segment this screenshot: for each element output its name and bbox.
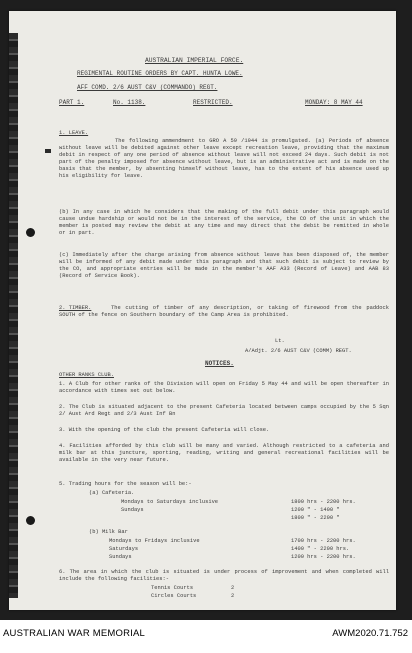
- punch-hole-icon: [26, 516, 35, 525]
- cafeteria-label: (a) Cafeteria.: [89, 490, 135, 496]
- club-heading: OTHER RANKS CLUB.: [59, 372, 114, 378]
- unit-heading: AUSTRALIAN IMPERIAL FORCE.: [145, 57, 244, 64]
- document-page: [9, 11, 396, 610]
- part-label: PART 1.: [59, 99, 85, 106]
- cafeteria-hours: 1200 " - 1400 ": [291, 507, 340, 513]
- cafeteria-day: Mondays to Saturdays inclusive: [121, 499, 219, 505]
- torn-binding-edge: [9, 33, 18, 598]
- notices-heading: NOTICES.: [205, 360, 234, 367]
- leave-para-b: (b) In any case in which he considers that the making of the full debit under this paragraph would cause undue hardship or would not be in the interest of the service, the CO of the unit in which the member is posted may review the debit at any time and may direct that the debit be remitted in whole or in part.: [59, 209, 389, 237]
- order-number: No. 1138.: [113, 99, 146, 106]
- notice-5: 5. Trading hours for the season will be:-: [59, 481, 192, 487]
- classification: RESTRICTED.: [193, 99, 233, 106]
- milkbar-hours: 1400 " - 2200 hrs.: [291, 546, 350, 552]
- milkbar-label: (b) Milk Bar: [89, 529, 128, 535]
- milkbar-day: Mondays to Fridays inclusive: [109, 538, 200, 544]
- notice-4: 4. Facilities afforded by this club will be many and varied. Although restricted to a cafeteria and milk bar at this juncture, sporting, reading, writing and general recreational facilities will be available in the very near future.: [59, 443, 389, 464]
- leave-para-a: The following ammendment to GRO A 59 /1944 is promulgated. (a) Periods of absence without leave will be debited against other leave except recreation leave, providing that the maximum debit in respect of any one period of absence without leave will not exceed 24 days. Such debit is not part of the penalty imposed for absence without leave, but is an administrative act and is made on the basis that the member, by absenting himself without leave, has to the extent of his absence used up his eligibility for leave.: [59, 138, 389, 180]
- unit-line: AFF COMD. 2/6 AUST C&V (COMMANDO) REGT.: [77, 84, 218, 91]
- accession-number: AWM2020.71.752: [332, 628, 408, 639]
- leave-para-c: (c) Immediately after the charge arising from absence without leave has been disposed of, the member will be informed of any debit made under this paragraph and that such debit is subject to review by the CO, and appropriate entries will be made in the member's AAF A33 (Record of Leave) and AAB 83 (Record of Service Book).: [59, 252, 389, 280]
- archive-footer: [0, 620, 412, 653]
- item-leave-label: 1. LEAVE.: [59, 130, 89, 136]
- facility-count: 2: [231, 585, 235, 591]
- orders-title: REGIMENTAL ROUTINE ORDERS BY CAPT. HUNTA LOWE.: [77, 70, 243, 77]
- redaction-mark: [45, 149, 51, 153]
- milkbar-hours: 1200 hrs - 2200 hrs.: [291, 554, 356, 560]
- milkbar-day: Saturdays: [109, 546, 139, 552]
- notice-6: 6. The area in which the club is situated is under process of improvement and when completed will include the following facilities:-: [59, 569, 389, 583]
- cafeteria-hours: 1800 " - 2200 ": [291, 515, 340, 521]
- notice-2: 2. The Club is situated adjacent to the present Cafeteria located between camps occupied by the 5 Sqn 2/ Aust Ard Regt and 2/3 Aust Inf Bn: [59, 404, 389, 418]
- institution-name: AUSTRALIAN WAR MEMORIAL: [3, 628, 146, 639]
- facility-name: Circles Courts: [151, 593, 197, 599]
- milkbar-day: Sundays: [109, 554, 132, 560]
- notice-1: 1. A Club for other ranks of the Division will open on Friday 5 May 44 and will be open thereafter in accordance with times set out below.: [59, 381, 389, 395]
- item-timber-label: 2. TIMBER.: [59, 305, 92, 311]
- cafeteria-hours: 1800 hrs - 2200 hrs.: [291, 499, 356, 505]
- notice-3: 3. With the opening of the club the present Cafeteria will close.: [59, 427, 270, 433]
- signoff-role: A/Adjt. 2/6 AUST C&V (COMM) REGT.: [245, 348, 352, 354]
- signoff-rank: Lt.: [275, 338, 285, 344]
- facility-count: 2: [231, 593, 235, 599]
- punch-hole-icon: [26, 228, 35, 237]
- facility-name: Tennis Courts: [151, 585, 194, 591]
- timber-text: The cutting of timber of any description, or taking of firewood from the paddock SOUTH of the fence on Southern boundary of the Camp Area is prohibited.: [59, 305, 389, 319]
- cafeteria-day: Sundays: [121, 507, 144, 513]
- order-date: MONDAY: 8 MAY 44: [305, 99, 363, 106]
- milkbar-hours: 1700 hrs - 2200 hrs.: [291, 538, 356, 544]
